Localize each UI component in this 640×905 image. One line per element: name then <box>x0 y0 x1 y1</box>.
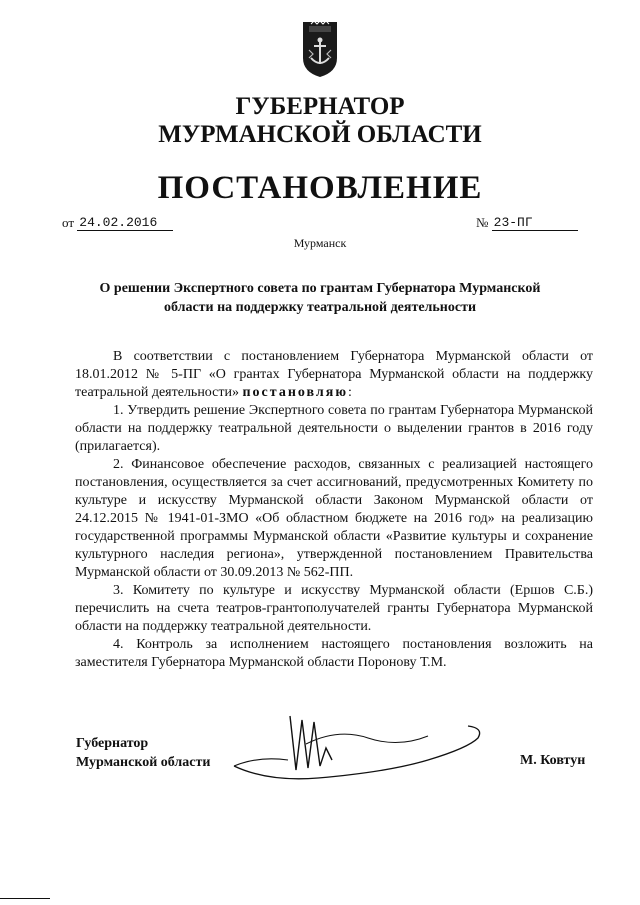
org-title-line1: ГУБЕРНАТОР <box>235 93 405 120</box>
list-item: 2. Финансовое обеспечение расходов, связанных с реализацией настоящего постановления, осуществляется за счет ассигнований, предусмотренных Комитету по культуре и искусству Мурманской области Законом Мурманской области от 24.12.2015 № 1941-01-ЗМО «Об областном бюджете на 2016 год» на реализацию государственной программы Мурманской области «Развитие культуры и сохранение культурного наследия региона», утвержденной постановлением Правительства Мурманской области от 30.09.2013 № 562-ПП. <box>75 457 593 580</box>
list-item: 4. Контроль за исполнением настоящего постановления возложить на заместителя Губернатора Мурманской области Поронову Т.М. <box>75 637 593 670</box>
signer-position <box>76 734 210 772</box>
document-date: 24.02.2016 <box>77 215 173 231</box>
city-label: Мурманск <box>293 236 347 250</box>
document-heading: О решении Экспертного совета по грантам Губернатора Мурманской области на поддержку театральной деятельности <box>99 281 541 315</box>
decree-colon: : <box>348 385 352 400</box>
signer-name: М. Ковтун <box>520 753 586 768</box>
document-type-title: ПОСТАНОВЛЕНИЕ <box>157 170 483 206</box>
date-prefix: от <box>62 215 75 230</box>
intro-paragraph <box>75 348 593 402</box>
signer-position-line1: Губернатор <box>76 736 149 751</box>
org-title-line2: МУРМАНСКОЙ ОБЛАСТИ <box>158 121 482 148</box>
number-block <box>476 214 578 231</box>
document-number: 23-ПГ <box>492 215 578 231</box>
coat-of-arms-icon <box>301 20 339 78</box>
list-item: 3. Комитету по культуре и искусству Мурманской области (Ершов С.Б.) перечислить на счета театров-грантополучателей гранты Губернатора Мурманской области на поддержку театральной деятельности. <box>75 583 593 634</box>
document-body <box>75 348 593 672</box>
intro-text: В соответствии с постановлением Губернатора Мурманской области от 18.01.2012 № 5-ПГ «О грантах Губернатора Мурманской области на поддержку театральной деятельности» <box>75 349 593 400</box>
handwritten-signature <box>228 708 518 798</box>
decree-word: постановляю <box>242 385 349 400</box>
footer-divider <box>0 898 50 899</box>
date-block <box>62 214 173 231</box>
signer-position-line2: Мурманской области <box>76 755 211 770</box>
list-item: 1. Утвердить решение Экспертного совета по грантам Губернатора Мурманской области на поддержку театральной деятельности о выделении грантов в 2016 году (прилагается). <box>75 403 593 454</box>
number-prefix: № <box>476 215 489 230</box>
